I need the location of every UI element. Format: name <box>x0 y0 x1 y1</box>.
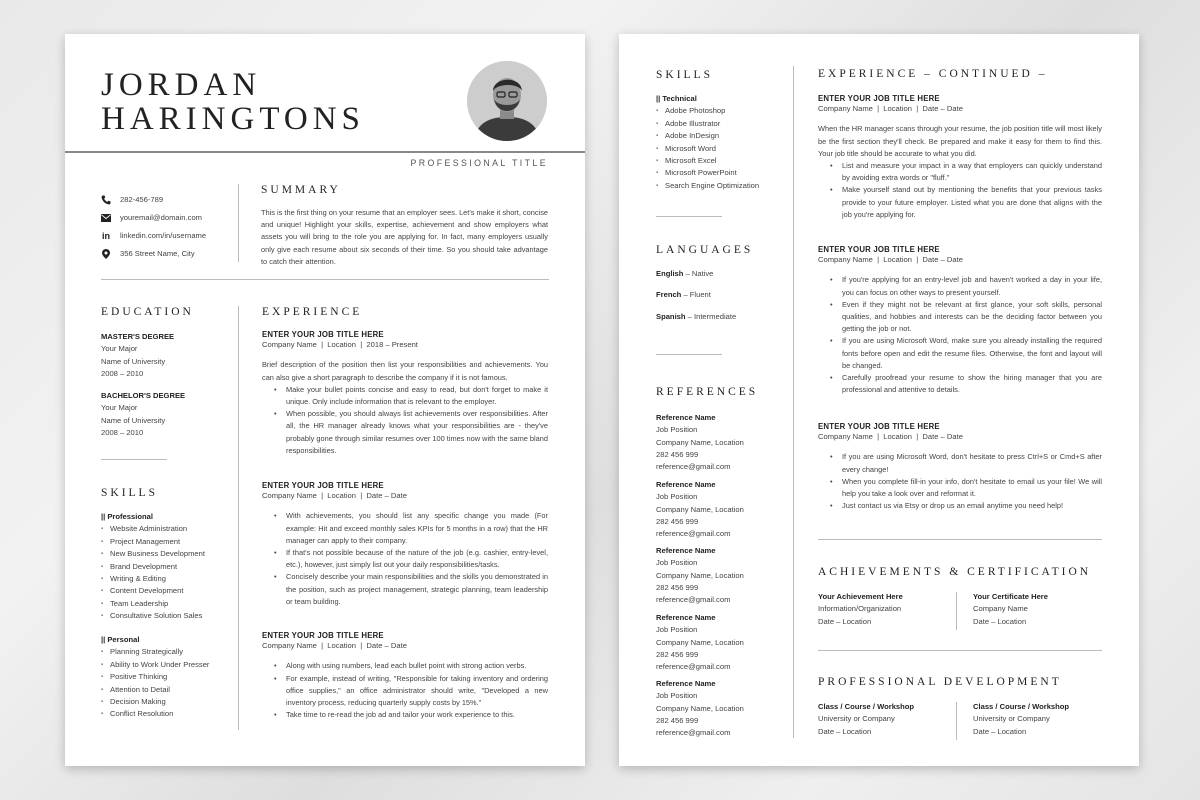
development-heading: PROFESSIONAL DEVELOPMENT <box>818 676 1062 688</box>
job-meta: Company Name | Location | Date – Date <box>818 104 963 113</box>
job-title: ENTER YOUR JOB TITLE HERE <box>818 94 940 103</box>
name-first: JORDAN <box>101 67 262 103</box>
job-bullet: • Take time to re-read the job ad and tailor your work experience to this. <box>262 709 548 721</box>
linkedin-icon: in <box>102 231 110 242</box>
experience-continued-heading: EXPERIENCE – CONTINUED – <box>818 68 1048 80</box>
achievements-heading: ACHIEVEMENTS & CERTIFICATION <box>818 566 1092 578</box>
job-meta: Company Name | Location | Date – Date <box>818 432 963 441</box>
job-bullet: • If you are using Microsoft Word, don't hesitate to press Ctrl+S or Cmd+S after every change! <box>818 451 1102 475</box>
resume-page-2 <box>619 34 1139 766</box>
job-entry <box>818 94 1102 221</box>
achievements-bottom-divider <box>818 650 1102 651</box>
skill-item: ▪ Search Engine Optimization <box>656 180 791 192</box>
language-item: French – Fluent <box>656 290 711 299</box>
development-item: Class / Course / Workshop University or Company Date – Location <box>818 702 915 736</box>
job-bullet: • Carefully proofread your resume to show the hiring manager that you are professional and attentive to details. <box>818 372 1102 396</box>
skill-item: ▪ Brand Development <box>101 561 231 573</box>
reference-item: Reference Name Job Position Company Name, Location 282 456 999 reference@gmail.com <box>656 546 744 605</box>
job-title: ENTER YOUR JOB TITLE HERE <box>818 422 940 431</box>
professional-title: PROFESSIONAL TITLE <box>410 158 548 168</box>
development-item: Class / Course / Workshop University or Company Date – Location <box>973 702 1070 736</box>
job-bullet: • Make your bullet points concise and easy to read, but don't forget to make it unique. Only include information that is relevant to the employer. <box>262 384 548 408</box>
job-bullet: • Just contact us via Etsy or drop us an email anytime you need help! <box>818 500 1102 512</box>
resume-page-1 <box>65 34 585 766</box>
skill-item: ▪ Content Development <box>101 585 231 597</box>
skills-technical: || Technical ▪ Adobe Photoshop ▪ Adobe Illustrator ▪ Adobe InDesign ▪ Microsoft Word ▪ Microsoft Excel ▪ Microsoft PowerPoint ▪ Search Engine Optimization <box>656 93 791 192</box>
job-entry <box>818 245 1102 396</box>
contact-email[interactable]: youremail@domain.com <box>101 212 202 224</box>
summary-divider <box>101 279 549 280</box>
achievements-divider <box>956 592 957 630</box>
contact-phone[interactable]: 282-456-789 <box>101 194 163 206</box>
language-item: Spanish – Intermediate <box>656 312 737 321</box>
name-last: HARINGTONS <box>101 101 365 137</box>
column-divider <box>793 66 794 738</box>
job-bullet: • Along with using numbers, lead each bullet point with strong action verbs. <box>262 660 548 672</box>
job-meta: Company Name | Location | Date – Date <box>262 641 407 650</box>
skills-personal: || Personal ▪ Planning Strategically ▪ Ability to Work Under Presser ▪ Positive Thinking ▪ Attention to Detail ▪ Decision Making ▪ Conflict Resolution <box>101 634 231 721</box>
skill-item: ▪ Positive Thinking <box>101 671 231 683</box>
contact-linkedin[interactable]: in linkedin.com/in/username <box>102 231 207 242</box>
skill-item: ▪ Planning Strategically <box>101 646 231 658</box>
skill-item: ▪ Ability to Work Under Presser <box>101 659 231 671</box>
job-bullet: • List and measure your impact in a way that employers can quickly understand by avoiding extra words or "fluff." <box>818 160 1102 184</box>
skills-heading: SKILLS <box>656 69 713 81</box>
job-bullet: • If you are using Microsoft Word, make sure you already installing the required fonts before open and edit the resume files. Otherwise, the font and layout will be changed. <box>818 335 1102 372</box>
job-bullet: • Make yourself stand out by mentioning the benefits that your previous tasks provide to your future employer. Listed what you are done that aligns with the job you're applying for. <box>818 184 1102 221</box>
skill-item: ▪ Microsoft Word <box>656 143 791 155</box>
skill-item: ▪ Writing & Editing <box>101 573 231 585</box>
languages-heading: LANGUAGES <box>656 244 754 256</box>
job-title: ENTER YOUR JOB TITLE HERE <box>262 631 384 640</box>
skill-item: ▪ Microsoft PowerPoint <box>656 167 791 179</box>
education-item: BACHELOR'S DEGREE Your Major Name of University 2008 – 2010 <box>101 391 186 437</box>
envelope-icon <box>101 213 111 223</box>
contact-address: 356 Street Name, City <box>101 248 195 260</box>
job-bullet: • With achievements, you should list any specific change you made (For example: Hit and exceed monthly sales KPIs for 5 months in a row) that the HR manager can apply to their company. <box>262 510 548 547</box>
job-bullet: • For example, instead of writing, "Responsible for taking inventory and ordering office supplies," an office administrator should write, "Developed a new inventory process, reducing quarterly supply costs by 15%." <box>262 673 548 710</box>
skill-item: ▪ Consultative Solution Sales <box>101 610 231 622</box>
development-divider <box>956 702 957 740</box>
job-entry <box>262 631 548 721</box>
skill-item: ▪ Adobe Photoshop <box>656 105 791 117</box>
reference-item: Reference Name Job Position Company Name, Location 282 456 999 reference@gmail.com <box>656 413 744 472</box>
job-meta: Company Name | Location | Date – Date <box>818 255 963 264</box>
job-intro: Brief description of the position then list your responsibilities and achievements. You can also give a short paragraph to describe the company if it is not famous. <box>262 360 548 382</box>
job-title: ENTER YOUR JOB TITLE HERE <box>818 245 940 254</box>
job-intro: When the HR manager scans through your resume, the job position title will most likely be the first section they'll check. Be prepared and make it easy for them to find this. Your job title should be accurate to what you did. <box>818 124 1102 158</box>
skills-professional: || Professional ▪ Website Administration ▪ Project Management ▪ New Business Development ▪ Brand Development ▪ Writing & Editing ▪ Content Development ▪ Team Leadership ▪ Consultative Solution Sales <box>101 511 231 623</box>
skill-item: ▪ Website Administration <box>101 523 231 535</box>
column-divider <box>238 306 239 730</box>
language-item: English – Native <box>656 269 714 278</box>
job-meta: Company Name | Location | 2018 – Present <box>262 340 418 349</box>
job-title: ENTER YOUR JOB TITLE HERE <box>262 330 384 339</box>
job-title: ENTER YOUR JOB TITLE HERE <box>262 481 384 490</box>
skill-item: ▪ Adobe Illustrator <box>656 118 791 130</box>
languages-divider <box>656 354 722 355</box>
phone-icon <box>101 195 111 205</box>
references-heading: REFERENCES <box>656 386 759 398</box>
reference-item: Reference Name Job Position Company Name, Location 282 456 999 reference@gmail.com <box>656 613 744 672</box>
job-entry <box>262 330 548 457</box>
person-photo-icon <box>467 61 547 141</box>
job-entry <box>818 422 1102 512</box>
summary-text: This is the first thing on your resume that an employer sees. Let's make it short, concise and unique! Highlight your skills, expertise, achievement and show employers what assets you will bring to the role you are applying for. In fact, many employers usually only give each resume about six seconds of their time. So you should take advantage to catch their attention. <box>261 208 548 266</box>
summary-heading: SUMMARY <box>261 184 341 196</box>
education-item: MASTER'S DEGREE Your Major Name of University 2008 – 2010 <box>101 332 175 378</box>
reference-item: Reference Name Job Position Company Name, Location 282 456 999 reference@gmail.com <box>656 679 744 738</box>
job-bullet: • Concisely describe your main responsibilities and the skills you demonstrated in the position, such as project management, strategic planning, team leadership or team building. <box>262 571 548 608</box>
skill-item: ▪ Decision Making <box>101 696 231 708</box>
skill-item: ▪ New Business Development <box>101 548 231 560</box>
skill-item: ▪ Project Management <box>101 536 231 548</box>
job-bullet: • When you complete fill-in your info, don't hesitate to email us your file! We will help you take a look over and reformat it. <box>818 476 1102 500</box>
skill-item: ▪ Team Leadership <box>101 598 231 610</box>
skill-item: ▪ Attention to Detail <box>101 684 231 696</box>
job-meta: Company Name | Location | Date – Date <box>262 491 407 500</box>
skills-heading: SKILLS <box>101 487 158 499</box>
job-bullet: • If you're applying for an entry-level job and haven't worked a day in your life, you can focus on other ways to present yourself. <box>818 274 1102 298</box>
reference-item: Reference Name Job Position Company Name, Location 282 456 999 reference@gmail.com <box>656 480 744 539</box>
location-pin-icon <box>101 249 111 259</box>
achievement-item: Your Achievement Here Information/Organization Date – Location <box>818 592 903 626</box>
header-divider <box>65 151 585 153</box>
job-bullet: • When possible, you should always list achievements over responsibilities. After all, the HR manager already knows what your responsibilities are - they've probably gone through similar resumes over 100 times now with the same bland responsibilities. <box>262 408 548 457</box>
experience-divider <box>818 539 1102 540</box>
experience-heading: EXPERIENCE <box>262 306 363 318</box>
skills-divider <box>656 216 722 217</box>
education-heading: EDUCATION <box>101 306 194 318</box>
job-bullet: • Even if they might not be relevant at first glance, your soft skills, personal qualities, and hobbies and interests can be the deciding factor between you getting the job or not. <box>818 299 1102 336</box>
skill-item: ▪ Conflict Resolution <box>101 708 231 720</box>
profile-photo <box>467 61 547 141</box>
job-entry <box>262 481 548 608</box>
skill-item: ▪ Adobe InDesign <box>656 130 791 142</box>
skill-item: ▪ Microsoft Excel <box>656 155 791 167</box>
education-divider <box>101 459 167 460</box>
certificate-item: Your Certificate Here Company Name Date – Location <box>973 592 1048 626</box>
job-bullet: • If that's not possible because of the nature of the job (e.g. cashier, entry-level, etc.), however, just simply list out your daily responsibilities/tasks. <box>262 547 548 571</box>
contact-divider <box>238 184 239 262</box>
